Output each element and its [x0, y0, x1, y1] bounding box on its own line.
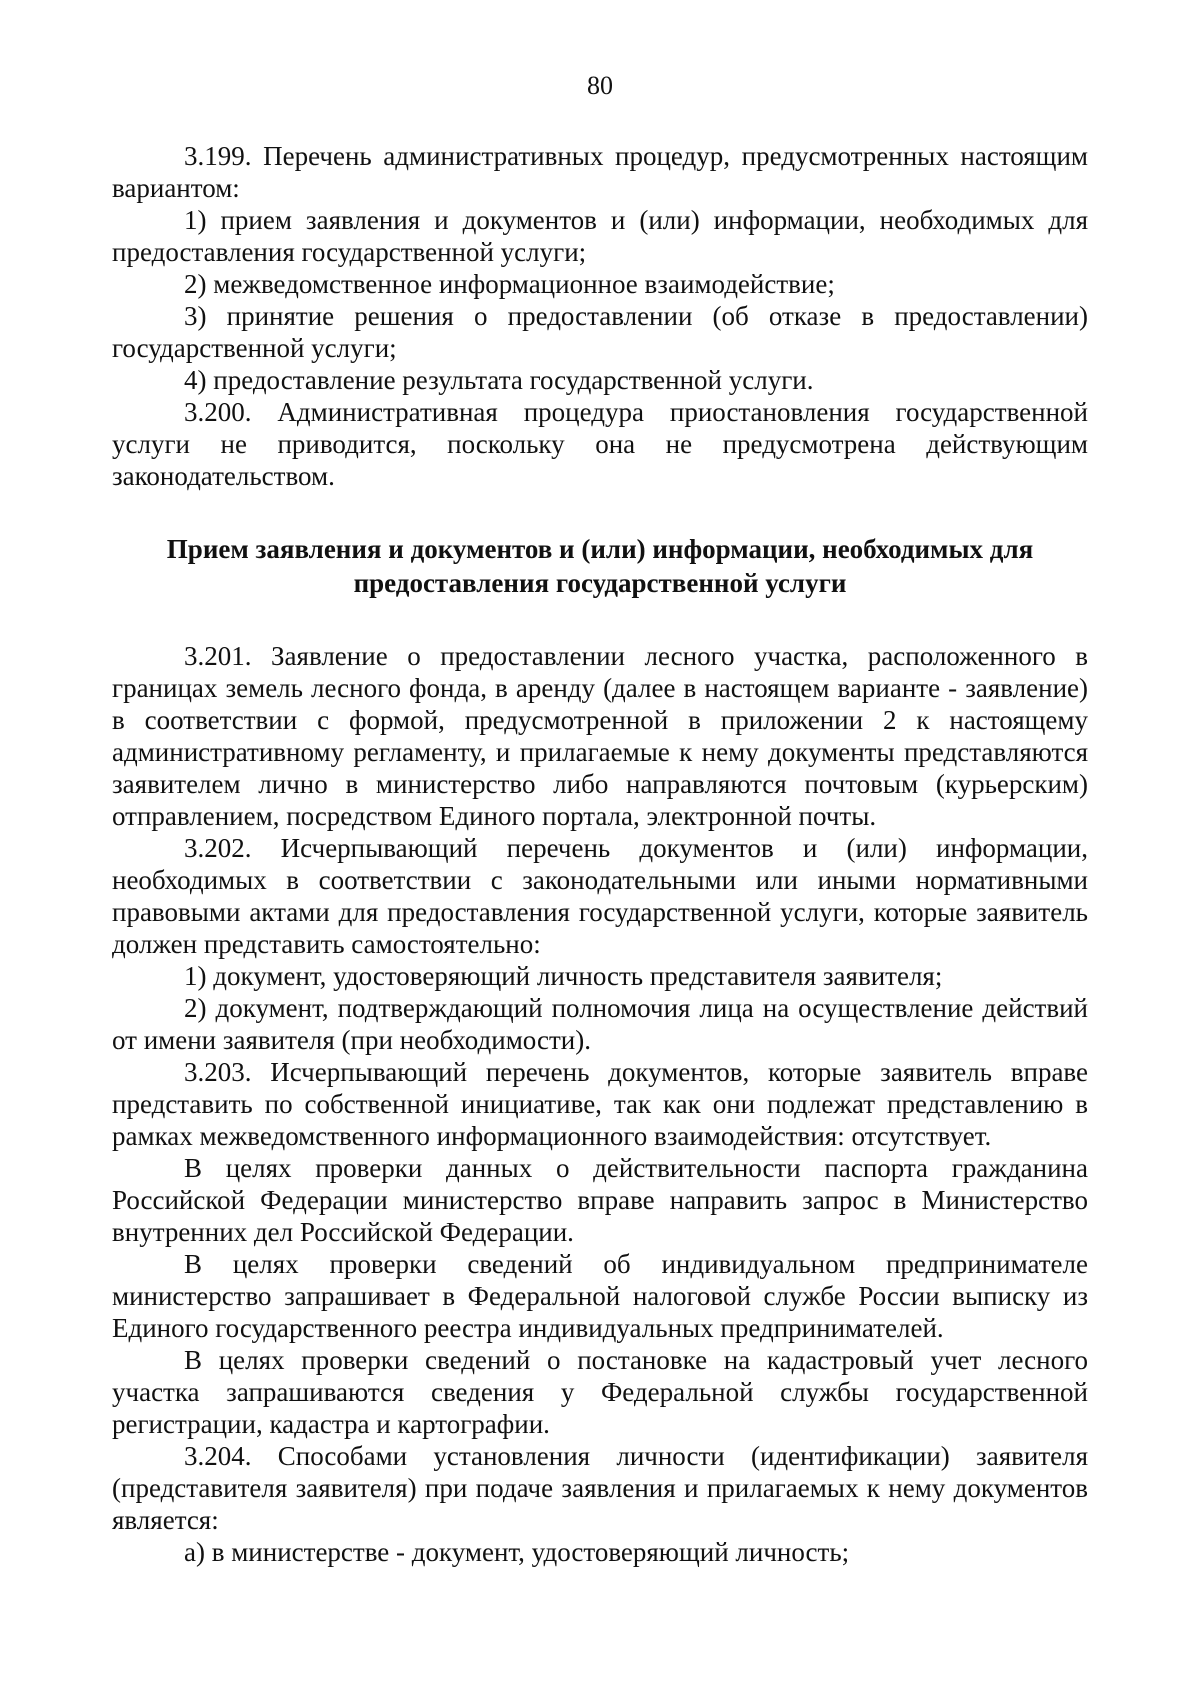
cadastral-check-paragraph: В целях проверки сведений о постановке на кадастровый учет лесного участка запрашиваются сведения у Федеральной службы государственной регистрации, кадастра и картографии.: [112, 1345, 1088, 1439]
paragraph-3-200: 3.200. Административная процедура приостановления государственной услуги не приводится, поскольку она не предусмотрена действующим законодательством.: [112, 397, 1088, 491]
document-body: [112, 140, 1088, 1568]
list-item-2: 2) межведомственное информационное взаимодействие;: [184, 269, 835, 299]
required-doc-item-2: 2) документ, подтверждающий полномочия лица на осуществление действий от имени заявителя (при необходимости).: [112, 993, 1088, 1055]
paragraph-3-199: 3.199. Перечень административных процедур, предусмотренных настоящим вариантом:: [112, 141, 1088, 203]
list-item-3: 3) принятие решения о предоставлении (об отказе в предоставлении) государственной услуги;: [112, 301, 1088, 363]
section-heading: [112, 532, 1088, 600]
paragraph-3-204: 3.204. Способами установления личности (идентификации) заявителя (представителя заявителя) при подаче заявления и прилагаемых к нему документов является:: [112, 1441, 1088, 1535]
list-item-4: 4) предоставление результата государственной услуги.: [184, 365, 814, 395]
list-item-1: 1) прием заявления и документов и (или) информации, необходимых для предоставления государственной услуги;: [112, 205, 1088, 267]
paragraph-3-202: 3.202. Исчерпывающий перечень документов и (или) информации, необходимых в соответствии с законодательными или иными нормативными правовыми актами для предоставления государственной услуги, которые заявитель должен представить самостоятельно:: [112, 833, 1088, 959]
required-doc-item-1: 1) документ, удостоверяющий личность представителя заявителя;: [184, 961, 943, 991]
section-heading-line-1: Прием заявления и документов и (или) информации, необходимых для: [166, 534, 1034, 564]
entrepreneur-check-paragraph: В целях проверки сведений об индивидуальном предпринимателе министерство запрашивает в Федеральной налоговой службе России выписку из Единого государственного реестра индивидуальных предпринимателей.: [112, 1249, 1088, 1343]
identification-item-a: а) в министерстве - документ, удостоверяющий личность;: [184, 1537, 850, 1567]
page-number: 80: [587, 71, 613, 100]
paragraph-3-203: 3.203. Исчерпывающий перечень документов, которые заявитель вправе представить по собственной инициативе, так как они подлежат представлению в рамках межведомственного информационного взаимодействия: отсутствует.: [112, 1057, 1088, 1151]
section-heading-line-2: предоставления государственной услуги: [353, 568, 847, 598]
passport-check-paragraph: В целях проверки данных о действительности паспорта гражданина Российской Федерации министерство вправе направить запрос в Министерство внутренних дел Российской Федерации.: [112, 1153, 1088, 1247]
paragraph-3-201: 3.201. Заявление о предоставлении лесного участка, расположенного в границах земель лесного фонда, в аренду (далее в настоящем варианте - заявление) в соответствии с формой, предусмотренной в приложении 2 к настоящему административному регламенту, и прилагаемые к нему документы представляются заявителем лично в министерство либо направляются почтовым (курьерским) отправлением, посредством Единого портала, электронной почты.: [112, 641, 1088, 831]
